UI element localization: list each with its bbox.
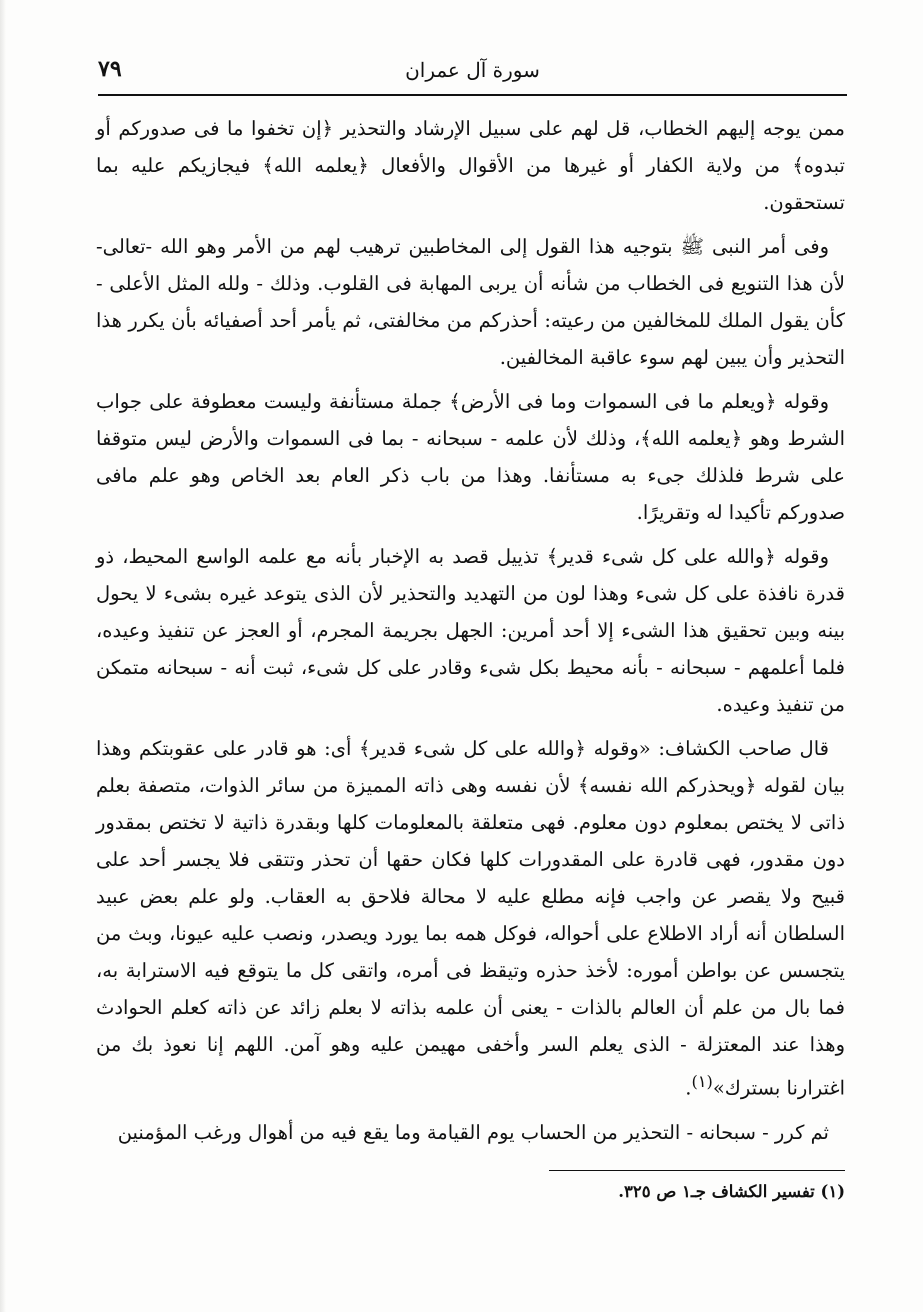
page-number: ٧٩ [98,56,122,82]
paragraph-4: وقوله ﴿والله على كل شىء قدير﴾ تذييل قصد به الإخبار بأنه مع علمه الواسع المحيط، ذو قدرة نافذة على كل شىء وهذا لون من التهديد والتحذير لأن الذى يتوعد غيره بشىء لا يحول بينه وبين تحقيق هذا الشىء إلا أحد أمرين: الجهل بجريمة المجرم، أو العجز عن تنفيذ وعيده، فلما أعلمهم - سبحانه - بأنه محيط بكل شىء وقادر على كل شىء، ثبت أنه - سبحانه متمكن من تنفيذ وعيده. [96,545,845,716]
main-text [96,110,845,1158]
paragraph-3: وقوله ﴿ويعلم ما فى السموات وما فى الأرض﴾ جملة مستأنفة وليست معطوفة على جواب الشرط وهو ﴿يعلمه الله﴾، وذلك لأن علمه - سبحانه - بما فى السموات والأرض ليس متوقفا على شرط فلذلك جىء به مستأنفا. وهذا من باب ذكر العام بعد الخاص وهو علم مافى صدوركم تأكيدا له وتقريرًا. [96,390,845,524]
paragraph-5: قال صاحب الكشاف: «وقوله ﴿والله على كل شىء قدير﴾ أى: هو قادر على عقوبتكم وهذا بيان لقوله ﴿ويحذركم الله نفسه﴾ لأن نفسه وهى ذاته المميزة من سائر الذوات، متصفة بعلم ذاتى لا يختص بمعلوم دون معلوم. فهى متعلقة بالمعلومات كلها وبقدرة ذاتية لا تختص بمقدور دون مقدور، فهى قادرة على المقدورات كلها فكان حقها أن تحذر وتتقى فلا يجسر أحد على قبيح ولا يقصر عن واجب فإنه مطلع عليه لا محالة فلاحق به العقاب. ولو علم بعض عبيد السلطان أنه أراد الاطلاع على أحواله، فوكل همه بما يورد ويصدر، ونصب عليه عيونا، وبث من يتجسس عن بواطن أموره: لأخذ حذره وتيقظ فى أمره، واتقى كل ما يتوقع فيه الاسترابة به، فما بال من علم أن العالم بالذات - يعنى أن علمه بذاته لا بعلم زائد عن ذاته كعلم الحوادث وهذا عند المعتزلة - الذى يعلم السر وأخفى مهيمن عليه وهو آمن. اللهم إنا نعوذ بك من اغترارنا بسترك»$^{(١)}$. [96,737,845,1100]
paragraph-5-text: قال صاحب الكشاف: «وقوله ﴿والله على كل شىء قدير﴾ أى: هو قادر على عقوبتكم وهذا بيان لقوله ﴿ويحذركم الله نفسه﴾ لأن نفسه وهى ذاته المميزة من سائر الذوات، متصفة بعلم ذاتى لا يختص بمعلوم دون معلوم. فهى متعلقة بالمعلومات كلها وبقدرة ذاتية لا تختص بمقدور دون مقدور، فهى قادرة على المقدورات كلها فكان حقها أن تحذر وتتقى فلا يجسر أحد على قبيح ولا يقصر عن واجب فإنه مطلع عليه لا محالة فلاحق به العقاب. ولو علم بعض عبيد السلطان أنه أراد الاطلاع على أحواله، فوكل همه بما يورد ويصدر، ونصب عليه عيونا، وبث من يتجسس عن بواطن أموره: لأخذ حذره وتيقظ فى أمره، واتقى كل ما يتوقع فيه الاسترابة به، فما بال من علم أن العالم بالذات - يعنى أن علمه بذاته لا بعلم زائد عن ذاته كعلم الحوادث وهذا عند المعتزلة - الذى يعلم السر وأخفى مهيمن عليه وهو آمن. اللهم إنا نعوذ بك من اغترارنا بسترك» [96,737,845,1100]
page-header [98,50,847,92]
footnote-reference: (١) [691,1072,713,1091]
header-divider [98,94,847,96]
scan-edge-shadow [0,0,6,1312]
footnote-divider [549,1170,845,1171]
paragraph-1: ممن يوجه إليهم الخطاب، قل لهم على سبيل الإرشاد والتحذير ﴿إن تخفوا ما فى صدوركم أو تبدوه﴾ من ولاية الكفار أو غيرها من الأقوال والأفعال ﴿يعلمه الله﴾ فيجازيكم عليه بما تستحقون. [96,117,845,214]
paragraph-2: وفى أمر النبى ﷺ بتوجيه هذا القول إلى المخاطبين ترهيب لهم من الأمر وهو الله -تعالى- لأن هذا التنويع فى الخطاب من شأنه أن يربى المهابة فى القلوب. وذلك - ولله المثل الأعلى - كأن يقول الملك للمخالفين من رعيته: أحذركم من مخالفتى، ثم يأمر أحد أصفيائه بأن يكرر هذا التحذير وأن يبين لهم سوء عاقبة المخالفين. [96,235,845,369]
surah-title: سورة آل عمران [405,58,540,82]
paragraph-6: ثم كرر - سبحانه - التحذير من الحساب يوم القيامة وما يقع فيه من أهوال ورغب المؤمنين [117,1120,829,1144]
footnote: (١) تفسير الكشاف جـ١ ص ٣٢٥. [618,1182,845,1201]
